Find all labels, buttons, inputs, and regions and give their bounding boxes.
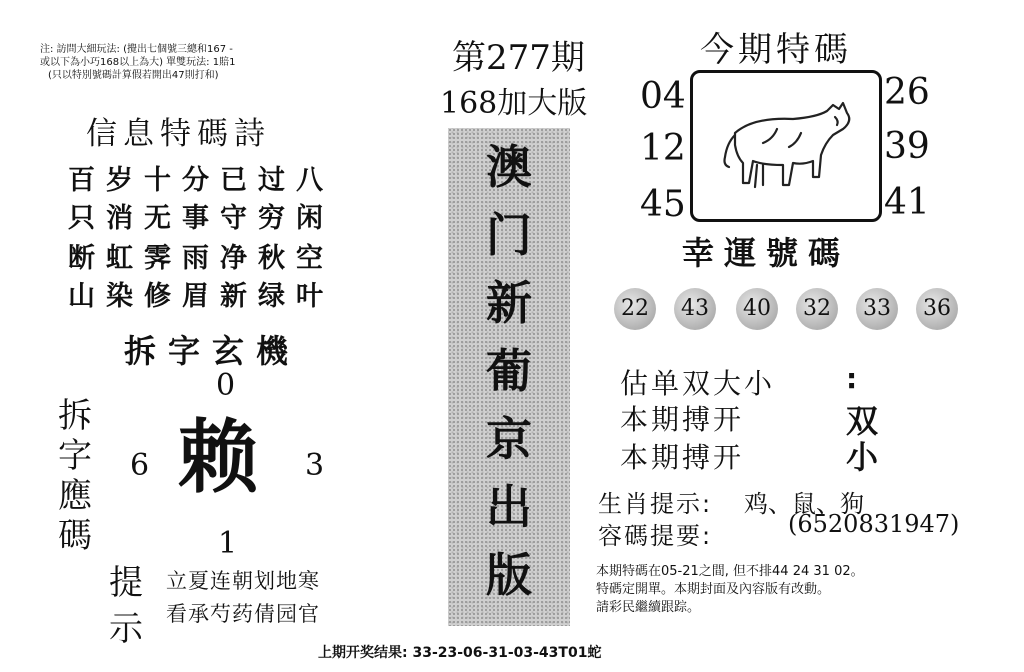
- special-left-number-3: 45: [640, 184, 686, 225]
- guess-value-3: 小: [846, 438, 882, 476]
- note-line-3: (只以特別號碼計算假若開出47則打和): [48, 70, 219, 81]
- special-left-number-1: 04: [640, 76, 686, 117]
- banner-char-6: 出: [486, 480, 532, 534]
- lucky-ball-6: 36: [916, 288, 958, 330]
- special-title: 今期特碼: [700, 30, 852, 70]
- hint-line-1: 立夏连朝划地寒: [166, 569, 320, 593]
- note-line-1: 注: 訪問大細玩法: (攪出七個號三總和167 -: [40, 44, 233, 55]
- chaizi-vertical-label: 拆字應碼: [58, 396, 92, 556]
- guess-value-2: 双: [846, 402, 882, 440]
- poem-row-2: 只消无事守穷闲: [68, 203, 334, 234]
- guess-label-2: 本期搏开: [620, 403, 745, 436]
- banner-char-3: 新: [486, 276, 532, 330]
- hint-line-2: 看承芍药倩园官: [166, 602, 320, 626]
- banner-char-4: 葡: [486, 344, 532, 398]
- special-right-number-1: 26: [884, 72, 930, 113]
- chaizi-digit-left: 6: [130, 448, 150, 483]
- lucky-title: 幸運號碼: [682, 234, 851, 272]
- note-line-2: 或以下為小巧168以上為大) 單雙玩法: 1賠1: [40, 57, 236, 68]
- special-right-number-3: 41: [884, 182, 930, 223]
- footnote-line-3: 請彩民繼續跟踪。: [596, 600, 701, 615]
- zodiac-value: 鸡、鼠、狗: [744, 490, 864, 518]
- guess-label-3: 本期搏开: [620, 441, 745, 474]
- issue-title: 第277期: [452, 38, 585, 78]
- tolerance-label: 容碼提要:: [598, 522, 713, 550]
- animal-frame: [690, 70, 882, 222]
- special-right-number-2: 39: [884, 126, 930, 167]
- footnote-line-2: 特碼定開單。本期封面及內容版有改動。: [596, 582, 831, 597]
- lucky-ball-5: 33: [856, 288, 898, 330]
- chaizi-center-char: 赖: [178, 411, 258, 504]
- chaizi-digit-right: 3: [305, 448, 325, 483]
- guess-label-1: 估单双大小: [620, 367, 776, 400]
- lucky-ball-1: 22: [614, 288, 656, 330]
- banner-char-7: 版: [486, 548, 532, 602]
- chaizi-digit-bottom: 1: [218, 526, 238, 561]
- hint-label: 提示: [109, 563, 143, 649]
- issue-subtitle: 168加大版: [440, 86, 588, 121]
- chaizi-title: 拆字玄機: [124, 332, 301, 370]
- zodiac-label: 生肖提示:: [598, 490, 713, 518]
- publisher-banner: [448, 128, 570, 626]
- ox-icon: [693, 73, 879, 219]
- poem-row-1: 百岁十分已过八: [68, 165, 334, 196]
- lucky-ball-2: 43: [674, 288, 716, 330]
- poem-row-3: 断虹霁雨净秋空: [68, 243, 334, 274]
- poem-row-4: 山染修眉新绿叶: [68, 281, 334, 312]
- special-left-number-2: 12: [640, 128, 686, 169]
- poem-title: 信息特碼詩: [86, 116, 271, 152]
- previous-draw-result: 上期开奖结果: 33-23-06-31-03-43T01蛇: [318, 645, 602, 661]
- tolerance-value: (6520831947): [788, 510, 960, 538]
- banner-char-1: 澳: [486, 140, 532, 194]
- chaizi-digit-top: 0: [216, 368, 236, 403]
- banner-char-5: 京: [486, 412, 532, 466]
- banner-char-2: 门: [486, 208, 532, 262]
- guess-value-1: :: [846, 362, 861, 395]
- lucky-ball-3: 40: [736, 288, 778, 330]
- footnote-line-1: 本期特碼在05-21之間, 但不排44 24 31 02。: [596, 564, 864, 579]
- lucky-ball-4: 32: [796, 288, 838, 330]
